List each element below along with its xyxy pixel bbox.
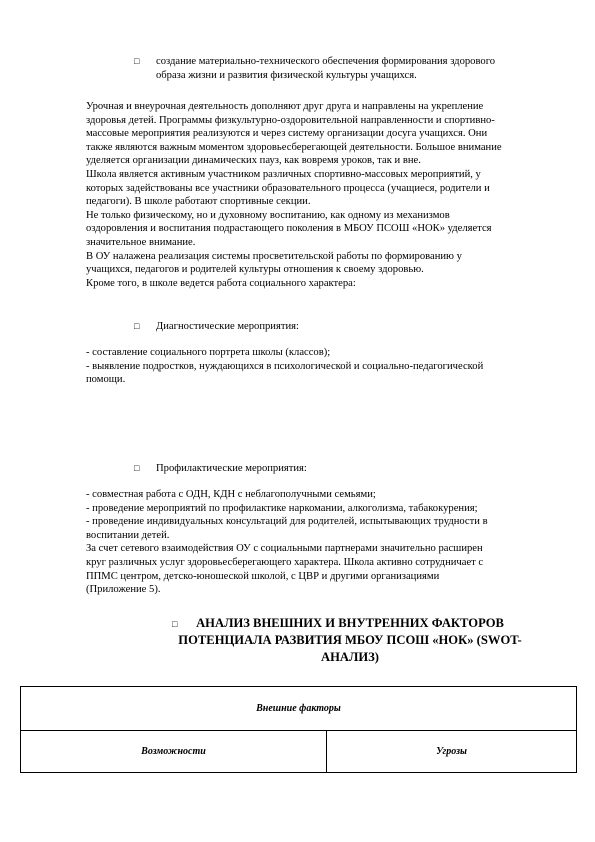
external-factors-header: Внешние факторы <box>21 687 577 731</box>
list-item: - проведение индивидуальных консультаций для родителей, испытывающих трудности в <box>86 516 488 528</box>
checkbox-bullet-icon: □ <box>172 619 178 629</box>
text-line: Школа является активным участником различных спортивно-массовых мероприятий, у <box>86 168 481 180</box>
text-line: (Приложение 5). <box>86 584 161 596</box>
list-item: помощи. <box>86 374 126 386</box>
heading-line: ПОТЕНЦИАЛА РАЗВИТИЯ МБОУ ПСОШ «НОК» (SWOT- <box>178 633 522 647</box>
threats-header: Угрозы <box>327 731 577 773</box>
text-line: здоровья детей. Программы физкультурно-оздоровительной направленности и спортивно- <box>86 114 495 126</box>
text-line: В ОУ налажена реализация системы просветительской работы по формированию у <box>86 250 462 262</box>
list-item: - проведение мероприятий по профилактике наркомании, алкоголизма, табакокурения; <box>86 502 478 514</box>
checkbox-bullet-icon: □ <box>134 463 140 473</box>
list-item: воспитании детей. <box>86 529 170 541</box>
material-support-bullet <box>134 55 495 82</box>
text-line: массовые мероприятия реализуются и через систему организации досуга учащихся. Они <box>86 128 488 140</box>
text-line: круг различных услуг здоровьесберегающего характера. Школа активно сотрудничает с <box>86 556 484 568</box>
heading-line: АНАЛИЗ) <box>320 650 379 664</box>
prophylactic-bullet <box>134 462 307 476</box>
text-line: Урочная и внеурочная деятельность дополняют друг друга и направлены на укрепление <box>86 101 484 112</box>
diagnostic-bullet <box>134 320 299 334</box>
swot-section-heading <box>150 615 550 666</box>
text-line: учащихся, педагогов и родителей культуры отношения к своему здоровью. <box>86 264 424 276</box>
prophylactic-list <box>86 488 531 597</box>
list-item: - совместная работа с ОДН, КДН с неблагополучными семьями; <box>86 489 376 500</box>
text-line: За счет сетевого взаимодействия ОУ с социальными партнерами значительно расширен <box>86 543 483 555</box>
text-line: которых задействованы все участники образовательного процесса (учащиеся, родители и <box>86 182 490 194</box>
text-line: Кроме того, в школе ведется работа социального характера: <box>86 277 356 289</box>
text-line: ППМС центром, детско-юношеской школой, с ЦВР и другими организациями <box>86 570 440 582</box>
text-line: уделяется организации динамических пауз, как вовремя уроков, так и вне. <box>86 155 421 167</box>
text-line: также являются важным моментом здоровьесберегающей деятельности. Большое внимание <box>86 141 502 153</box>
health-activities-paragraph <box>86 100 531 290</box>
swot-table <box>20 686 577 773</box>
checkbox-bullet-icon: □ <box>134 321 140 331</box>
prophylactic-label: Профилактические мероприятия: <box>156 463 307 474</box>
diagnostic-list <box>86 346 531 387</box>
list-item: - выявление подростков, нуждающихся в психологической и социально-педагогической <box>86 360 484 372</box>
list-item: - составление социального портрета школы (классов); <box>86 347 331 358</box>
text-line: значительное внимание. <box>86 236 196 248</box>
opportunities-header: Возможности <box>21 731 327 773</box>
diagnostic-label: Диагностические мероприятия: <box>156 321 299 332</box>
text-line: оздоровления и воспитания подрастающего поколения в МБОУ ПСОШ «НОК» уделяется <box>86 223 492 235</box>
bullet-text-line: создание материально-технического обеспечения формирования здорового <box>156 56 496 67</box>
bullet-text-line: образа жизни и развития физической культуры учащихся. <box>156 69 417 81</box>
checkbox-bullet-icon: □ <box>134 56 140 66</box>
heading-line: АНАЛИЗ ВНЕШНИХ И ВНУТРЕННИХ ФАКТОРОВ <box>196 616 504 630</box>
text-line: Не только физическому, но и духовному воспитанию, как одному из механизмов <box>86 209 450 221</box>
text-line: педагоги). В школе работают спортивные секции. <box>86 196 311 208</box>
